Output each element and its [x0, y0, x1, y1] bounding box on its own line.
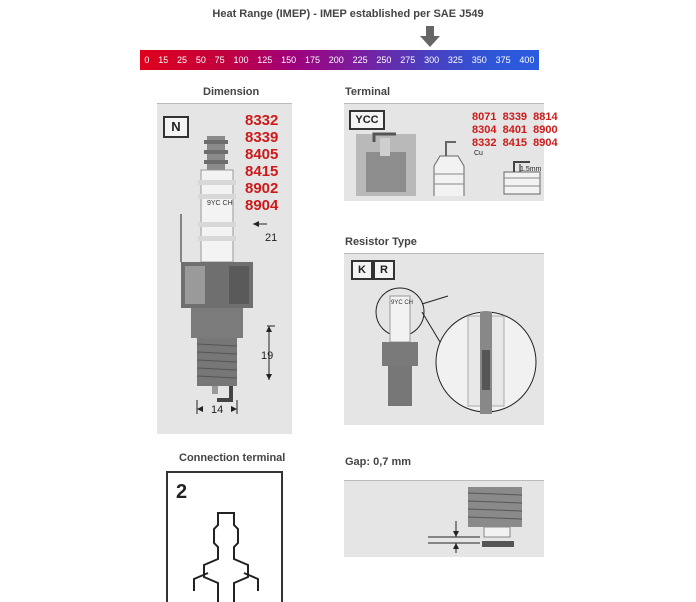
heat-range-value: 75 — [214, 55, 225, 65]
dimension-thread-length-value: 19 — [261, 350, 274, 362]
part-number: 8415 — [245, 163, 279, 180]
heat-range-value: 150 — [281, 55, 297, 65]
heat-range-value: 225 — [352, 55, 368, 65]
dimension-header: Dimension — [203, 86, 260, 98]
terminal-cu-label: Cu — [474, 150, 483, 157]
terminal-header: Terminal — [345, 86, 391, 98]
connection-header: Connection terminal — [179, 452, 286, 464]
terminal-panel — [344, 103, 558, 201]
gap-illustration — [344, 481, 544, 557]
dimension-code-box: N — [163, 116, 189, 138]
resistor-panel — [344, 253, 544, 425]
selected-heat-arrow-icon — [420, 26, 440, 48]
heat-range-value: 400 — [519, 55, 535, 65]
resistor-code-box-r: R — [373, 260, 395, 280]
heat-range-value: 100 — [233, 55, 249, 65]
terminal-illustration — [344, 104, 558, 201]
part-number-row: 8304 8401 8900 — [472, 124, 558, 136]
dimension-panel — [157, 103, 292, 434]
heat-range-value: 15 — [158, 55, 169, 65]
insulator-marking: 9YC CH — [207, 200, 233, 207]
gap-header: Gap: 0,7 mm — [345, 456, 412, 468]
heat-range-value: 250 — [376, 55, 392, 65]
gap-panel — [344, 480, 544, 557]
terminal-code-box: YCC — [349, 110, 385, 130]
heat-range-value: 300 — [424, 55, 440, 65]
heat-range-value: 125 — [257, 55, 273, 65]
connection-terminal-illustration — [168, 473, 281, 602]
heat-range-value: 375 — [495, 55, 511, 65]
spark-plug-illustration — [157, 104, 292, 434]
resistor-header: Resistor Type — [345, 236, 417, 248]
dimension-thread-diameter-value: 14 — [211, 404, 224, 416]
heat-range-value: 200 — [328, 55, 344, 65]
part-number: 8904 — [245, 197, 279, 214]
connection-code: 2 — [176, 481, 188, 503]
heat-range-value: 275 — [400, 55, 416, 65]
dimension-hex-value: 21 — [265, 232, 278, 244]
part-number: 8339 — [245, 129, 279, 146]
resistor-illustration — [344, 254, 544, 425]
heat-range-scale — [140, 50, 539, 70]
heat-range-value: 25 — [177, 55, 188, 65]
part-number: 8405 — [245, 146, 279, 163]
part-number-row: 8071 8339 8814 — [472, 111, 558, 123]
heat-range-title: Heat Range (IMEP) - IMEP established per SAE J549 — [212, 8, 484, 20]
heat-range-value: 175 — [304, 55, 320, 65]
resistor-code-box-k: K — [351, 260, 373, 280]
connection-panel — [166, 471, 283, 602]
heat-range-value: 50 — [195, 55, 206, 65]
resistor-insulator-marking: 9YC CH — [391, 300, 414, 306]
terminal-gap-label: 1.5mm — [520, 166, 542, 173]
heat-range-value: 350 — [471, 55, 487, 65]
heat-range-value: 0 — [144, 55, 150, 65]
part-number: 8332 — [245, 112, 279, 129]
heat-range-value: 325 — [447, 55, 463, 65]
part-number: 8902 — [245, 180, 279, 197]
part-number-row: 8332 8415 8904 — [472, 137, 558, 149]
